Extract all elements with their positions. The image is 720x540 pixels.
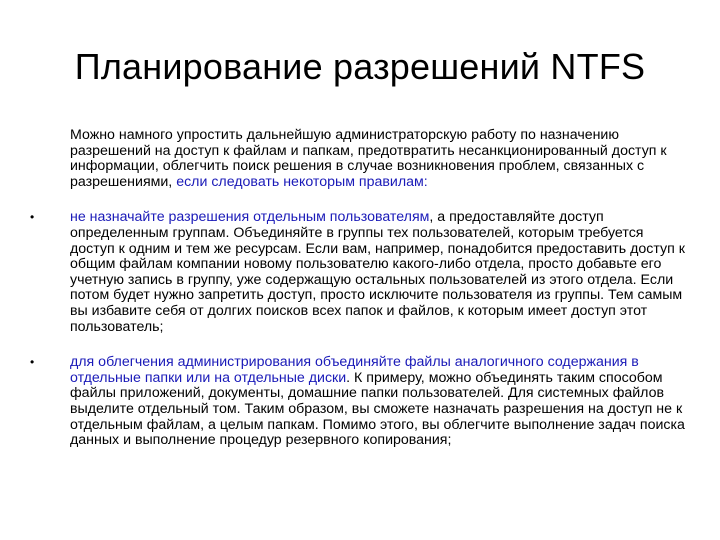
slide-title: Планирование разрешений NTFS [74,46,646,87]
intro-highlight: если следовать некоторым правилам: [176,173,428,190]
bullet-text-1 [70,210,688,335]
bullet-text-2 [70,355,688,449]
bullet-highlight-2: для облегчения администрирования объединяйте файлы аналогичного содержания в отдельные папки или на отдельные диски [70,354,639,386]
intro-text: Можно намного упростить дальнейшую администраторскую работу по назначению разрешений на доступ к файлам и папкам, предотвратить несанкционированный доступ к информации, облегчить поиск решения в случае возникновения проблем, связанных с разрешениями, [70,127,667,190]
bullet-body-2: . К примеру, можно объединять таким способом файлы приложений, документы, домашние папки пользователей. Для системных файлов выделите отдельный том. Таким образом, вы сможете назначать разрешения на доступ не к отдельным файлам, а целым папкам. Помимо этого, вы облегчите выполнение задач поиска данных и выполнение процедур резервного копирования; [70,369,685,449]
bullet-item-1 [28,210,688,335]
slide-body [28,128,688,449]
bullet-body-1: , а предоставляйте доступ определенным группам. Объединяйте в группы тех пользователей, которым требуется доступ к одним и тем же ресурсам. Если вам, например, понадобится предоставить доступ к общим файлам компании новому пользователю какого-либо отдела, просто добавьте его учетную запись в группу, уже содержащую остальных пользователей из этого отдела. Если потом будет нужно запретить доступ, просто исключите пользователя из группы. Тем самым вы избавите себя от долгих поисков всех папок и файлов, к которым имеет доступ этот пользователь; [70,209,685,335]
bullet-icon: • [30,355,35,370]
bullet-icon: • [30,210,35,225]
bullet-highlight-1: не назначайте разрешения отдельным пользователям [70,209,430,226]
intro-paragraph [70,128,688,190]
bullet-item-2 [28,355,688,449]
